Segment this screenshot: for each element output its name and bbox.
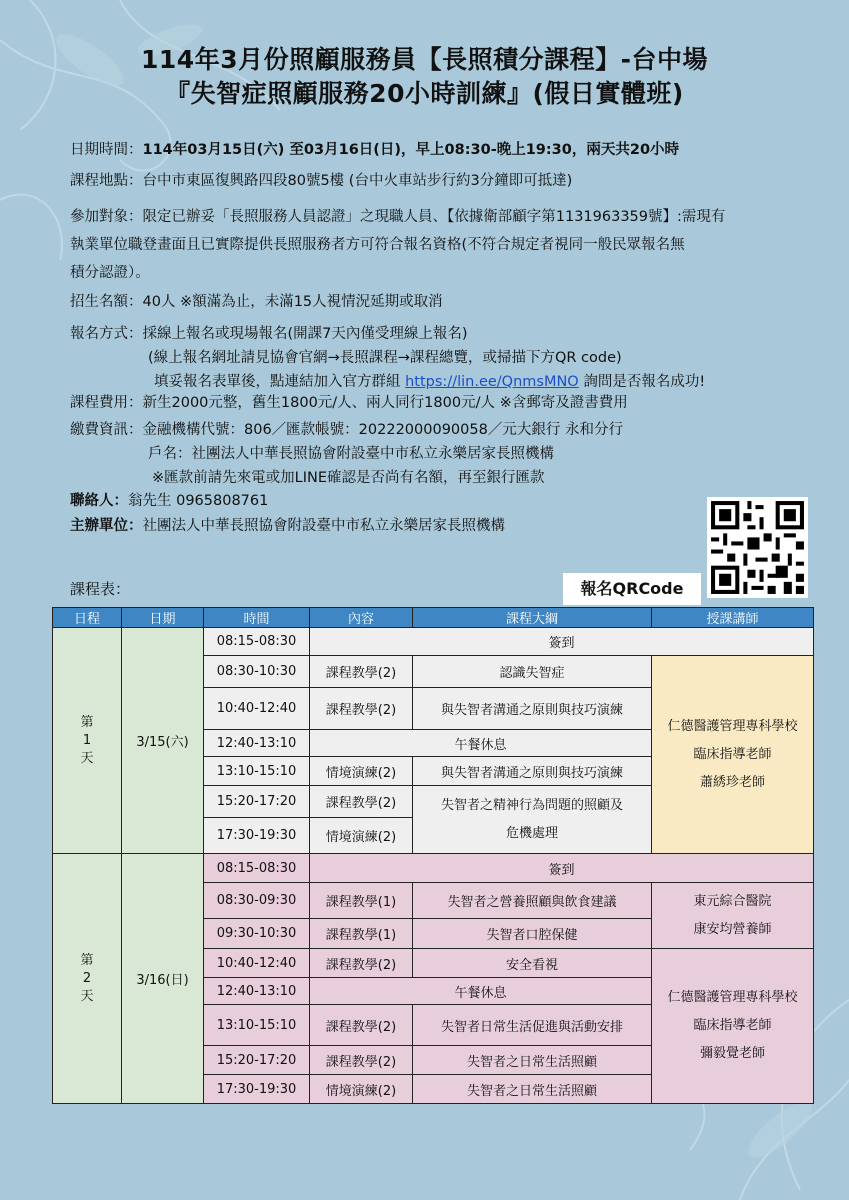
time-cell: 08:30-10:30 — [204, 656, 310, 688]
target-line-3: 積分認證）。 — [70, 265, 150, 281]
outline-cell: 失智者之日常生活照顧 — [413, 1075, 652, 1104]
day1-instructor-2: 臨床指導老師 — [693, 746, 772, 762]
pay-line-3: ※匯款前請先來電或加LINE確認是否尚有名額，再至銀行匯款 — [152, 470, 545, 486]
day1-instructor — [652, 656, 814, 854]
header-outline: 課程大綱 — [413, 608, 652, 628]
quota-label: 招生名額： — [70, 294, 143, 310]
time-cell: 12:40-13:10 — [204, 730, 310, 757]
signup-line-3 — [70, 370, 800, 394]
outline-cell: 安全看視 — [413, 949, 652, 978]
day1-day-a: 第 — [80, 714, 94, 730]
info-quota — [70, 293, 800, 312]
info-place — [70, 172, 800, 191]
qr-code-icon[interactable] — [707, 497, 808, 598]
content-cell: 課程教學(2) — [310, 656, 413, 688]
time-cell: 10:40-12:40 — [204, 688, 310, 730]
content-cell: 課程教學(2) — [310, 1005, 413, 1046]
outline-cell: 認識失智症 — [413, 656, 652, 688]
course-schedule-table — [52, 607, 814, 1104]
time-cell: 17:30-19:30 — [204, 1075, 310, 1104]
signup-line-3-post: 詢問是否報名成功! — [578, 374, 706, 390]
day2-day-a: 第 — [80, 952, 94, 968]
outline-cell — [413, 786, 652, 854]
day2-instructor-a1: 東元綜合醫院 — [693, 893, 772, 909]
signup-line-2: (線上報名網址請見協會官網→長照課程→課程總覽，或掃描下方QR code) — [148, 350, 622, 366]
outline-cell: 失智者之日常生活照顧 — [413, 1046, 652, 1075]
content-cell: 課程教學(1) — [310, 883, 413, 919]
table-header-row — [53, 608, 814, 628]
time-cell: 17:30-19:30 — [204, 818, 310, 854]
content-cell: 課程教學(2) — [310, 688, 413, 730]
table-row — [53, 628, 814, 656]
header-instructor: 授課講師 — [652, 608, 814, 628]
signup-label: 報名方式： — [70, 326, 143, 342]
host-value: 社團法人中華長照協會附設臺中市私立永樂居家長照機構 — [142, 518, 505, 534]
outline-cell: 簽到 — [310, 854, 814, 883]
day2-day-n: 2 — [82, 970, 92, 986]
outline-line-2: 危機處理 — [505, 825, 558, 841]
host-label: 主辦單位： — [70, 518, 143, 534]
content-cell: 情境演練(2) — [310, 1075, 413, 1104]
date-label: 日期時間： — [70, 142, 143, 158]
info-payment — [70, 418, 800, 490]
content-cell: 情境演練(2) — [310, 818, 413, 854]
day1-instructor-3: 蕭綉珍老師 — [699, 774, 765, 790]
time-cell: 13:10-15:10 — [204, 1005, 310, 1046]
outline-cell: 失智者口腔保健 — [413, 919, 652, 949]
outline-cell: 與失智者溝通之原則與技巧演練 — [413, 757, 652, 786]
info-signup — [70, 322, 800, 394]
info-fee — [70, 394, 800, 413]
outline-line-1: 失智者之精神行為問題的照顧及 — [440, 797, 623, 813]
header-day: 日程 — [53, 608, 122, 628]
signup-line-3-pre: 填妥報名表單後，點連結加入官方群組 — [154, 374, 406, 390]
target-line-2: 執業單位職登畫面且已實際提供長照服務者方可符合報名資格(不符合規定者視同一般民眾報名無 — [70, 237, 685, 253]
content-cell: 情境演練(2) — [310, 757, 413, 786]
day2-instructor-b — [652, 949, 814, 1104]
info-contact — [70, 492, 800, 511]
time-cell: 12:40-13:10 — [204, 978, 310, 1005]
day1-date: 3/15(六) — [122, 628, 204, 854]
time-cell: 08:30-09:30 — [204, 883, 310, 919]
fee-value: 新生2000元整，舊生1800元/人、兩人同行1800元/人 ※含郵寄及證書費用 — [142, 395, 628, 411]
info-host — [70, 517, 800, 536]
day1-instructor-1: 仁德醫護管理專科學校 — [667, 718, 798, 734]
time-cell: 13:10-15:10 — [204, 757, 310, 786]
outline-cell: 與失智者溝通之原則與技巧演練 — [413, 688, 652, 730]
schedule-label: 課程表： — [70, 580, 131, 598]
outline-cell: 失智者之營養照顧與飲食建議 — [413, 883, 652, 919]
target-line-1: 限定已辦妥「長照服務人員認證」之現職人員、【依據衛部顧字第1131963359號】:需現有 — [142, 209, 726, 225]
time-cell: 08:15-08:30 — [204, 628, 310, 656]
quota-value: 40人 ※額滿為止，未滿15人視情況延期或取消 — [142, 294, 443, 310]
day2-day-b: 天 — [80, 988, 94, 1004]
day2-instructor-b1: 仁德醫護管理專科學校 — [667, 990, 798, 1005]
info-target — [70, 203, 800, 287]
line-group-link[interactable]: https://lin.ee/QnmsMNO — [405, 374, 579, 390]
info-date — [70, 141, 800, 160]
day1-day-n: 1 — [82, 732, 92, 748]
header-time: 時間 — [204, 608, 310, 628]
table-row — [53, 854, 814, 883]
fee-label: 課程費用： — [70, 395, 143, 411]
pay-line-1: 金融機構代號：806／匯款帳號：20222000090058／元大銀行 永和分行 — [142, 422, 623, 438]
content-cell: 課程教學(2) — [310, 786, 413, 818]
place-label: 課程地點： — [70, 173, 143, 189]
day1-cell — [53, 628, 122, 854]
place-value: 台中市東區復興路四段80號5樓 (台中火車站步行約3分鐘即可抵達) — [142, 173, 573, 189]
outline-cell: 午餐休息 — [310, 978, 652, 1005]
target-label: 參加對象： — [70, 209, 143, 225]
signup-line-1: 採線上報名或現場報名(開課7天內僅受理線上報名) — [142, 326, 468, 342]
content-cell: 課程教學(2) — [310, 1046, 413, 1075]
time-cell: 10:40-12:40 — [204, 949, 310, 978]
day2-instructor-b2: 臨床指導老師 — [693, 1018, 772, 1033]
title-line-2: 『失智症照顧服務20小時訓練』(假日實體班) — [165, 79, 684, 108]
day2-instructor-a — [652, 883, 814, 949]
time-cell: 15:20-17:20 — [204, 1046, 310, 1075]
title-line-1: 114年3月份照顧服務員【長照積分課程】-台中場 — [141, 45, 708, 74]
pay-label: 繳費資訊： — [70, 422, 143, 438]
content-cell: 課程教學(1) — [310, 919, 413, 949]
day1-day-b: 天 — [80, 750, 94, 766]
time-cell: 09:30-10:30 — [204, 919, 310, 949]
header-date: 日期 — [122, 608, 204, 628]
contact-value: 翁先生 0965808761 — [128, 493, 269, 509]
day2-cell — [53, 854, 122, 1104]
day2-instructor-a2: 康安均營養師 — [693, 921, 772, 937]
contact-label: 聯絡人： — [70, 493, 128, 509]
qr-code-label: 報名QRCode — [563, 573, 701, 605]
outline-cell: 失智者日常生活促進與活動安排 — [413, 1005, 652, 1046]
date-value: 114年03月15日(六) 至03月16日(日)，早上08:30-晚上19:30，兩天共20小時 — [142, 142, 680, 158]
time-cell: 15:20-17:20 — [204, 786, 310, 818]
pay-line-2: 戶名：社團法人中華長照協會附設臺中市私立永樂居家長照機構 — [148, 446, 554, 462]
time-cell: 08:15-08:30 — [204, 854, 310, 883]
content-cell: 課程教學(2) — [310, 949, 413, 978]
day2-date: 3/16(日) — [122, 854, 204, 1104]
header-content: 內容 — [310, 608, 413, 628]
day2-instructor-b3: 彌毅覺老師 — [699, 1046, 765, 1061]
outline-cell: 午餐休息 — [310, 730, 652, 757]
outline-cell: 簽到 — [310, 628, 814, 656]
